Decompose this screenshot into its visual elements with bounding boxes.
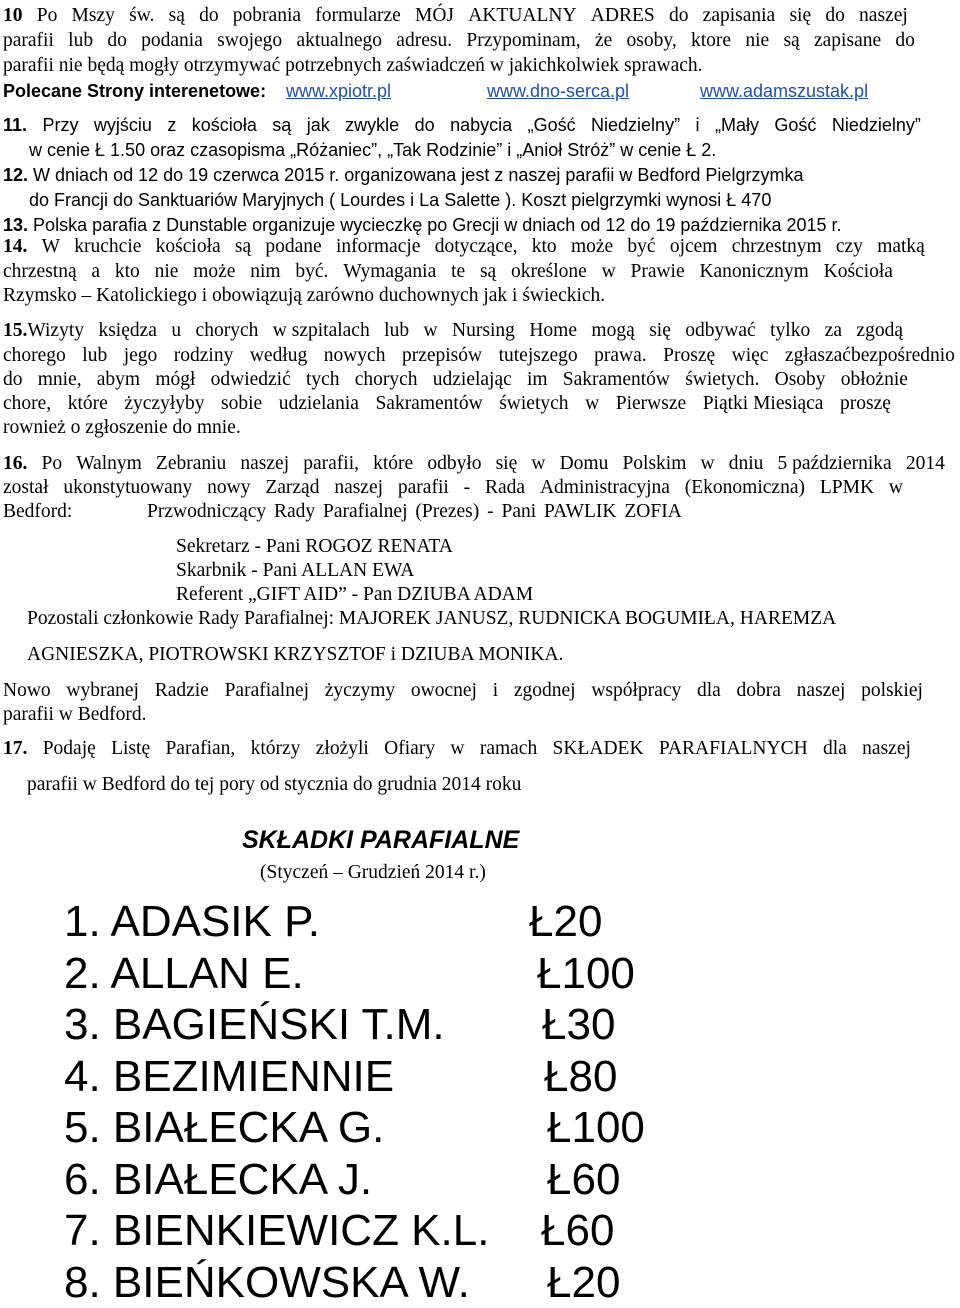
word: wyjściu [93, 115, 152, 135]
word: naszej [859, 5, 908, 26]
word: te [451, 261, 466, 282]
donor-name: 6. BIAŁECKA J. [64, 1154, 373, 1204]
p12-line2: do Francji do Sanktuariów Maryjnych ( Lourdes i La Salette ). Koszt pielgrzymki wynosi Ł 470 [29, 190, 772, 210]
donor-row [64, 1206, 615, 1256]
word: nowych [323, 345, 386, 366]
word: do [414, 115, 435, 135]
word: naszej [862, 738, 911, 759]
word: Nowo [3, 680, 51, 701]
donor-amount: Ł60 [541, 1206, 615, 1255]
officer-gift-aid: Referent „GIFT AID” - Pan DZIUBA ADAM [176, 584, 534, 605]
donor-name: 2. ALLAN E. [64, 948, 304, 998]
word: sobie [221, 393, 263, 414]
word: - [463, 477, 471, 498]
p15-line5: rownież o zgłoszenie do mnie. [3, 417, 241, 438]
word: z [167, 115, 177, 135]
word: aktualnego [296, 30, 383, 51]
word: w [700, 453, 715, 474]
link-xpiotr[interactable]: www.xpiotr.pl [286, 81, 392, 101]
word: „Gość [527, 115, 576, 135]
word: Kościoła [823, 261, 893, 282]
word: swojego [217, 30, 283, 51]
word: abym [96, 369, 141, 390]
wish-line2: parafii w Bedford. [3, 704, 147, 725]
word: są [783, 30, 800, 51]
donor-row [64, 948, 635, 999]
word: Po [41, 453, 63, 474]
word: obłożnie [840, 369, 908, 390]
links-label: Polecane Strony interenetowe: [3, 81, 267, 101]
word: Radzie [154, 680, 209, 701]
p10-line1 [3, 4, 908, 28]
word: Niedzielny” [831, 115, 921, 135]
donor-name: 1. ADASIK P. [64, 897, 321, 946]
word: Kanonicznym [699, 261, 809, 282]
word: tutejszego [498, 345, 578, 366]
word: nabycia [450, 115, 513, 135]
word: życzymy [324, 680, 396, 701]
word: parafii [397, 477, 449, 498]
word: może [193, 261, 236, 282]
word: mógł [155, 369, 196, 390]
word: kto [114, 261, 140, 282]
word: Sakramentów [562, 369, 671, 390]
word: dotyczące, [434, 236, 518, 257]
word: informacje [335, 236, 421, 257]
word: do [199, 5, 219, 26]
word: 16. [3, 453, 28, 474]
word: matką [877, 236, 925, 257]
word: współpracy [591, 680, 682, 701]
word: MÓJ [415, 5, 455, 26]
word: w [531, 453, 546, 474]
word: jego [123, 345, 158, 366]
word: lub [384, 320, 410, 341]
donor-name: 4. BEZIMIENNIE [64, 1051, 395, 1101]
donor-amount: Ł80 [544, 1051, 618, 1101]
word: Wymagania [343, 261, 437, 282]
word: dobra [736, 680, 781, 701]
word: do [895, 30, 915, 51]
p10-line3: parafii nie będą mogły otrzymywać potrzebnych zaświadczeń w jakichkolwiek sprawach. [3, 55, 703, 76]
word: do [3, 369, 23, 390]
word: Sakramentów [375, 393, 483, 414]
council-members-line2: AGNIESZKA, PIOTROWSKI KRZYSZTOF i DZIUBA MONIKA. [27, 644, 564, 665]
word: Parafialnej [224, 680, 310, 701]
donor-amount: Ł100 [547, 1103, 645, 1152]
word: się [789, 5, 812, 26]
p16-chairman: Przwodniczący Rady Parafialnej (Prezes) - Pani PAWLIK ZOFIA [147, 501, 682, 522]
word: „Mały [714, 115, 759, 135]
word: udzielając [432, 369, 512, 390]
section-title: SKŁADKI PARAFIALNE [242, 826, 520, 854]
word: 2014 [905, 453, 945, 474]
word: chore, [3, 393, 52, 414]
p16-line1 [3, 452, 945, 476]
word: określone [510, 261, 587, 282]
word: kto [531, 236, 557, 257]
word: polskiej [861, 680, 923, 701]
word: 10 [3, 5, 23, 26]
word: prawa. [594, 345, 647, 366]
word: do [825, 5, 845, 26]
council-members-line1: Pozostali członkowie Rady Parafialnej: MAJOREK JANUSZ, RUDNICKA BOGUMIŁA, HAREMZA [27, 608, 837, 629]
officer-treasurer: Skarbnik - Pani ALLAN EWA [176, 560, 415, 581]
p10-line2 [3, 29, 915, 53]
word: może [570, 236, 614, 257]
link-dno-serca[interactable]: www.dno-serca.pl [487, 81, 630, 101]
p11-line1 [3, 113, 921, 137]
word: nim [250, 261, 281, 282]
word: zgodnej [513, 680, 576, 701]
word: podane [265, 236, 322, 257]
word: SKŁADEK [552, 738, 644, 759]
p16-bedford: Bedford: [3, 501, 73, 522]
word: które [373, 453, 414, 474]
word: Zebraniu [155, 453, 227, 474]
word: został [3, 477, 49, 498]
word: 17. [3, 738, 28, 759]
donor-name: 3. BAGIEŃSKI T.M. [64, 1000, 445, 1049]
word: się [495, 453, 518, 474]
word: (Ekonomiczna) [684, 477, 805, 498]
word: u [171, 320, 182, 341]
word: pobrania [232, 5, 302, 26]
word: zapisania [702, 5, 776, 26]
word: Polskim [622, 453, 687, 474]
donor-amount: Ł20 [529, 897, 603, 946]
word: w [888, 477, 903, 498]
word: PARAFIALNYCH [658, 738, 808, 759]
word: być [627, 236, 656, 257]
donor-row [64, 1000, 616, 1050]
word: Nursing [452, 320, 515, 341]
word: Osoby [774, 369, 826, 390]
p12-line1 [3, 163, 803, 187]
word: za [824, 320, 842, 341]
donor-row [64, 1257, 621, 1308]
word: ramach [479, 738, 538, 759]
word: księdza [98, 320, 157, 341]
p17-line1 [3, 737, 911, 761]
word: w szpitalach [272, 320, 370, 341]
word: Prawie [630, 261, 685, 282]
word: Zarząd [265, 477, 320, 498]
word: odwiedzić [210, 369, 291, 390]
word: mogą [591, 320, 635, 341]
word: przepisów [401, 345, 483, 366]
p13-number: 13. [3, 215, 29, 235]
word: Przypominam, [466, 30, 581, 51]
word: ojcem [669, 236, 718, 257]
word: Proszę [663, 345, 716, 366]
word: w [601, 261, 616, 282]
word: są [234, 236, 252, 257]
word: proszę [840, 393, 891, 414]
p16-line3 [3, 500, 682, 524]
p14-line3: Rzymsko – Katolickiego i obowiązują zarówno duchownych jak i świeckich. [3, 285, 606, 306]
donor-amount: Ł20 [547, 1257, 621, 1307]
word: Piątki Miesiąca [702, 393, 824, 414]
word: nowy [207, 477, 251, 498]
word: do [668, 5, 689, 26]
word: lub [68, 30, 94, 51]
word: i [695, 115, 700, 135]
p15-line1 [3, 319, 903, 343]
word: W [41, 236, 61, 257]
word: lub [82, 345, 108, 366]
word: Mszy [71, 5, 115, 26]
word: zgłaszaćbezpośrednio [784, 345, 955, 366]
word: jak [306, 115, 330, 135]
word: że [594, 30, 613, 51]
word: tylko [770, 320, 811, 341]
word: w [450, 738, 465, 759]
word: którzy [250, 738, 301, 759]
word: są [479, 261, 497, 282]
word: Walnym [76, 453, 142, 474]
link-adamszustak[interactable]: www.adamszustak.pl [700, 81, 869, 101]
p15-line2 [3, 344, 955, 368]
word: które [67, 393, 108, 414]
word: chorych [195, 320, 259, 341]
donor-name: 5. BIAŁECKA G. [64, 1103, 385, 1152]
word: chorego [3, 345, 66, 366]
word: nie [154, 261, 179, 282]
word: zapisane [814, 30, 882, 51]
word: świetych. [685, 369, 760, 390]
word: 11. [3, 115, 28, 135]
word: 14. [3, 236, 28, 257]
word: zwykle [345, 115, 400, 135]
word: Rada [485, 477, 526, 498]
word: w [585, 393, 600, 414]
word: 5 października [777, 453, 892, 474]
word: parafii, [303, 453, 360, 474]
word: są [168, 5, 185, 26]
word: nie [745, 30, 770, 51]
donor-row [64, 1154, 621, 1205]
word: kościoła [155, 236, 221, 257]
word: Ofiary [384, 738, 436, 759]
word: a [91, 261, 101, 282]
word: świetych [499, 393, 569, 414]
word: w [423, 320, 438, 341]
word: kruchcie [74, 236, 142, 257]
p13-line1 [3, 213, 842, 237]
word: życzyłyby [124, 393, 205, 414]
word: Gość [774, 115, 817, 135]
donor-name: 7. BIENKIEWICZ K.L. [64, 1206, 490, 1255]
word: im [526, 369, 548, 390]
word: są [272, 115, 292, 135]
donor-row [64, 897, 603, 947]
word: Domu [559, 453, 609, 474]
word: zgodą [856, 320, 903, 341]
word: wybranej [66, 680, 139, 701]
word: naszej [796, 680, 846, 701]
word: naszej [240, 453, 290, 474]
word: tych [305, 369, 340, 390]
donor-amount: Ł30 [542, 1000, 616, 1049]
word: mnie, [37, 369, 82, 390]
word: kościoła [191, 115, 257, 135]
section-subtitle: (Styczeń – Grudzień 2014 r.) [260, 862, 486, 883]
word: do [107, 30, 127, 51]
word: dniu [728, 453, 764, 474]
word: rodziny [173, 345, 234, 366]
word: ukonstytuowany [63, 477, 193, 498]
p15-line4 [3, 392, 891, 416]
word: AKTUALNY [468, 5, 577, 26]
word: 15.Wizyty [3, 320, 84, 341]
wish-line1 [3, 679, 923, 703]
word: Podaję [42, 738, 96, 759]
word: LPMK [819, 477, 875, 498]
word: się [649, 320, 671, 341]
word: odbywać [685, 320, 756, 341]
word: według [249, 345, 308, 366]
word: odbyło [427, 453, 482, 474]
word: Listę [111, 738, 151, 759]
word: czy [835, 236, 863, 257]
word: Pierwsze [615, 393, 687, 414]
recommended-links-row [3, 79, 869, 103]
word: złożyli [315, 738, 369, 759]
p15-line3 [3, 368, 908, 392]
p12-text: W dniach od 12 do 19 czerwca 2015 r. organizowana jest z naszej parafii w Bedford Pielgrzymka [33, 165, 804, 185]
p11-line2: w cenie Ł 1.50 oraz czasopisma „Różaniec”, „Tak Rodzinie” i „Anioł Stróż” w cenie Ł 2. [29, 140, 717, 160]
donor-row [64, 1051, 618, 1102]
word: adresu. [396, 30, 453, 51]
word: Home [529, 320, 577, 341]
word: i [492, 680, 499, 701]
p16-line2 [3, 476, 903, 500]
word: owocnej [410, 680, 477, 701]
word: ktore [691, 30, 732, 51]
word: być. [295, 261, 329, 282]
donor-name: 8. BIEŃKOWSKA W. [64, 1257, 470, 1307]
officer-secretary: Sekretarz - Pani ROGOZ RENATA [176, 536, 453, 557]
word: Niedzielny” [591, 115, 681, 135]
word: osoby, [626, 30, 677, 51]
word: podania [141, 30, 203, 51]
donor-amount: Ł100 [537, 948, 635, 998]
p17-line2: parafii w Bedford do tej pory od stycznia do grudnia 2014 roku [27, 774, 522, 795]
donor-amount: Ł60 [547, 1154, 621, 1204]
p13-text: Polska parafia z Dunstable organizuje wycieczkę po Grecji w dniach od 12 do 19 października 2015 r. [33, 215, 842, 235]
word: św. [129, 5, 155, 26]
word: parafii [3, 30, 54, 51]
word: Administracyjna [539, 477, 670, 498]
word: chrzestną [3, 261, 77, 282]
word: dla [823, 738, 847, 759]
word: chorych [354, 369, 418, 390]
word: więc [731, 345, 769, 366]
p12-number: 12. [3, 165, 29, 185]
word: Przy [42, 115, 79, 135]
donor-row [64, 1103, 645, 1153]
p14-line2 [3, 260, 893, 284]
word: ADRES [590, 5, 655, 26]
word: formularze [315, 5, 401, 26]
word: udzielania [278, 393, 359, 414]
word: dla [696, 680, 721, 701]
word: naszej [334, 477, 384, 498]
word: Parafian, [165, 738, 236, 759]
word: chrzestnym [731, 236, 822, 257]
p14-line1 [3, 235, 925, 259]
word: Po [36, 5, 58, 26]
